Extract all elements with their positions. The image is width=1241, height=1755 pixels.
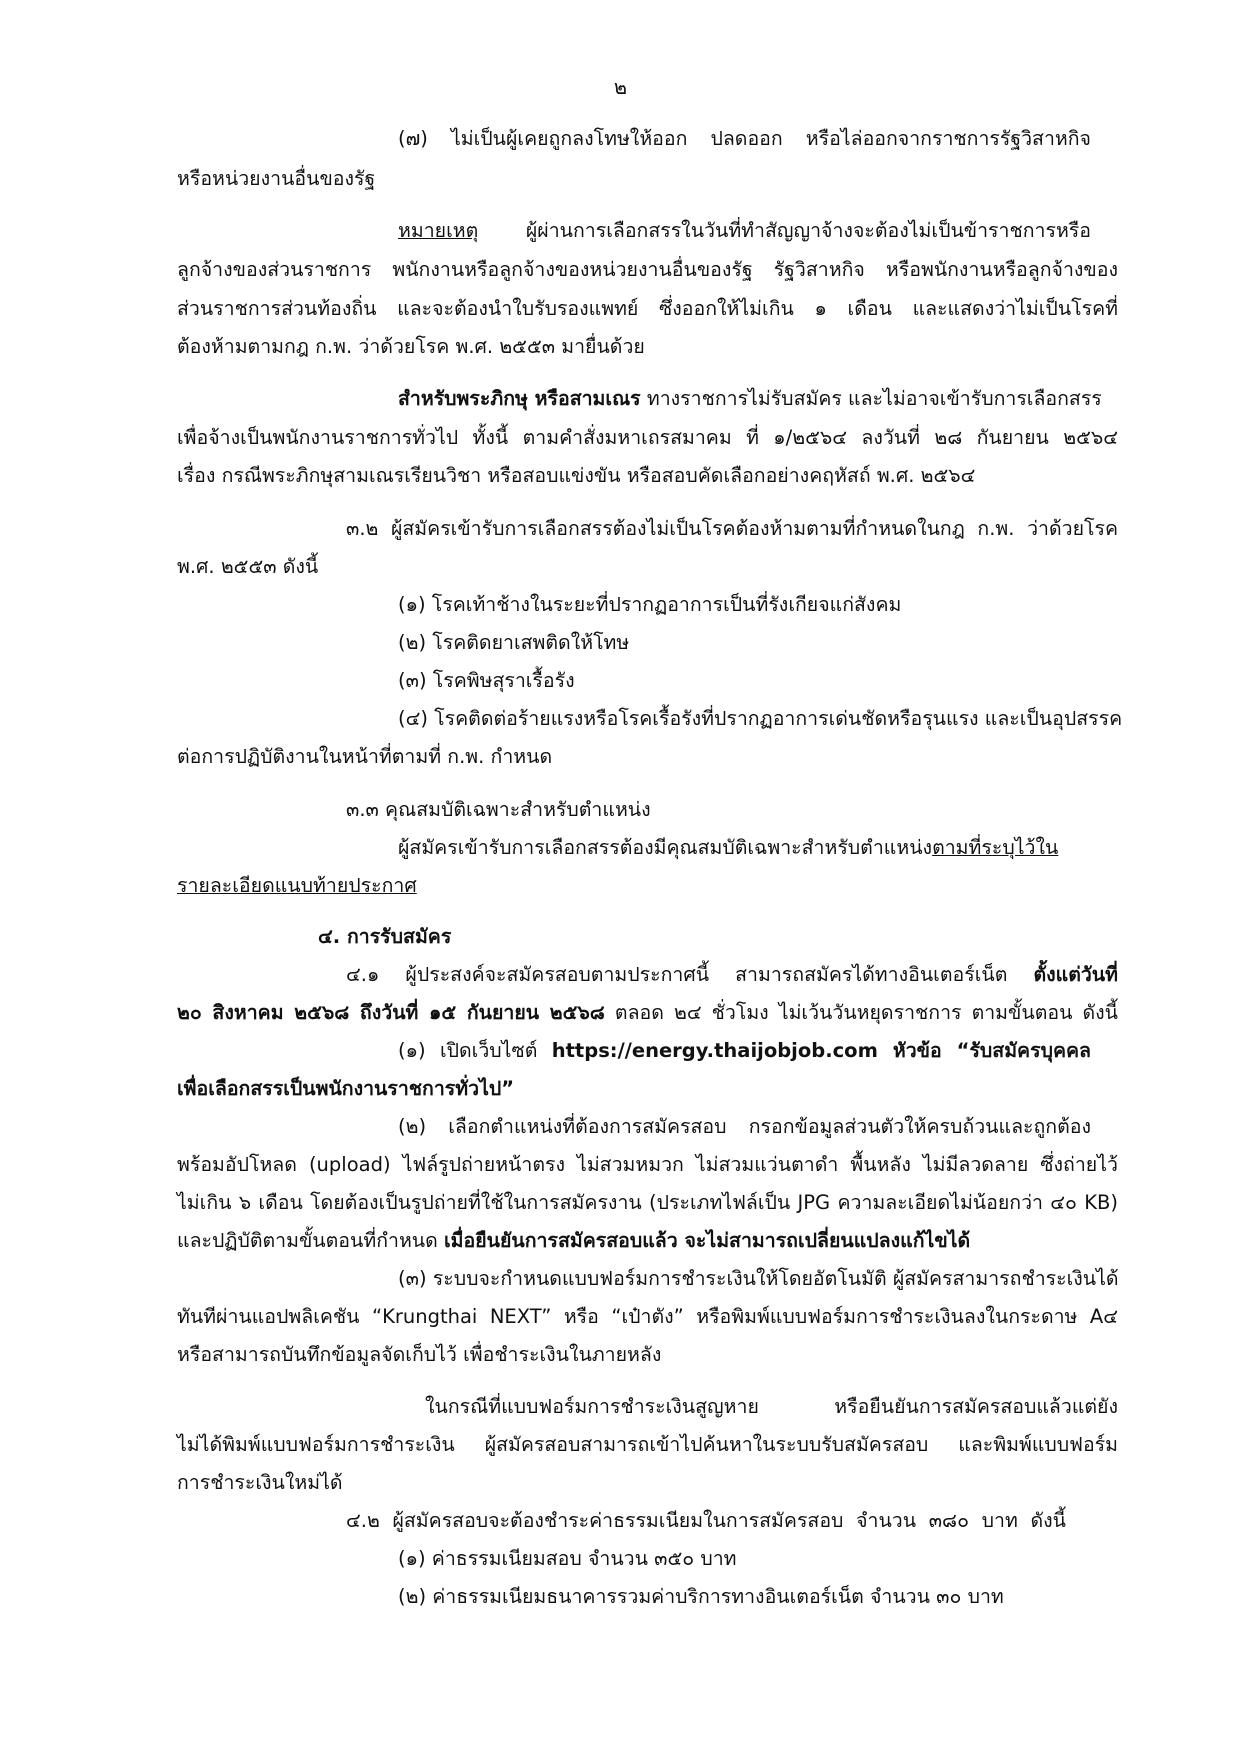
step-3-line3: หรือสามารถบันทึกข้อมูลจัดเก็บไว้ เพื่อชำระเงินในภายหลัง [177, 1343, 662, 1366]
section-4-heading: ๔. การรับสมัคร [318, 925, 452, 948]
remark-line1 [398, 216, 1091, 246]
disease-item-2: (๒) โรคติดยาเสพติดให้โทษ [398, 631, 630, 654]
step-3-line2: ทันทีผ่านแอปพลิเคชัน “Krungthai NEXT” หรือ “เป๋าตัง” หรือพิมพ์แบบฟอร์มการชำระเงินลงในกระดาษ A๔ [177, 1305, 1118, 1328]
monks-line1 [398, 384, 1102, 414]
disease-item-4-line2: ต่อการปฏิบัติงานในหน้าที่ตามที่ ก.พ. กำหนด [177, 745, 553, 768]
application-period: ๒๐ สิงหาคม ๒๕๖๘ ถึงวันที่ ๑๕ กันยายน ๒๕๖๘ [177, 1001, 605, 1024]
section-4-1-line2 [177, 998, 1118, 1028]
remark-label: หมายเหตุ [398, 219, 479, 242]
step-2-line4-text: และปฏิบัติตามขั้นตอนที่กำหนด [177, 1229, 444, 1252]
section-4-1-line2-text: ตลอด ๒๔ ชั่วโมง ไม่เว้นวันหยุดราชการ ตามขั้นตอน ดังนี้ [604, 1001, 1118, 1024]
disease-item-4: (๔) โรคติดต่อร้ายแรงหรือโรคเรื้อรังที่ปรากฏอาการเด่นชัดหรือรุนแรง และเป็นอุปสรรค [398, 707, 1123, 730]
lost-form-line3: การชำระเงินใหม่ได้ [177, 1471, 343, 1494]
step-2-line2: พร้อมอัปโหลด (upload) ไฟล์รูปถ่ายหน้าตรง ไม่สวมหมวก ไม่สวมแว่นตาดำ พื้นหลัง ไม่มีลวดลาย ซึ่งถ่ายไว้ [177, 1153, 1118, 1176]
section-4-1-text: ๔.๑ ผู้ประสงค์จะสมัครสอบตามประกาศนี้ สามารถสมัครได้ทางอินเตอร์เน็ต [346, 963, 1034, 986]
step-1-line2: เพื่อเลือกสรรเป็นพนักงานราชการทั่วไป” [177, 1077, 515, 1100]
fee-item-2: (๒) ค่าธรรมเนียมธนาคารรวมค่าบริการทางอินเตอร์เน็ต จำนวน ๓๐ บาท [398, 1585, 1004, 1608]
disease-item-1: (๑) โรคเท้าช้างในระยะที่ปรากฏอาการเป็นที่รังเกียจแก่สังคม [398, 593, 902, 616]
step-1-line1 [398, 1036, 1091, 1066]
disease-item-3: (๓) โรคพิษสุราเรื้อรัง [398, 669, 575, 692]
remark-line1-text: ผู้ผ่านการเลือกสรรในวันที่ทำสัญญาจ้างจะต้องไม่เป็นข้าราชการหรือ [478, 219, 1091, 242]
step-2-warning: เมื่อยืนยันการสมัครสอบแล้ว จะไม่สามารถเปลี่ยนแปลงแก้ไขได้ [444, 1229, 971, 1252]
section-4-1-bold: ตั้งแต่วันที่ [1033, 963, 1118, 986]
step-2-line4 [177, 1226, 970, 1256]
step-2-line3: ไม่เกิน ๖ เดือน โดยต้องเป็นรูปถ่ายที่ใช้ในการสมัครงาน (ประเภทไฟล์เป็น JPG ความละเอียดไม่น้อยกว่า ๔๐ KB) [177, 1191, 1118, 1214]
step-2-line1: (๒) เลือกตำแหน่งที่ต้องการสมัครสอบ กรอกข้อมูลส่วนตัวให้ครบถ้วนและถูกต้อง [398, 1115, 1091, 1138]
section-3-3-heading: ๓.๓ คุณสมบัติเฉพาะสำหรับตำแหน่ง [346, 798, 651, 821]
section-3-3-line2: รายละเอียดแนบท้ายประกาศ [177, 874, 417, 897]
monks-heading: สำหรับพระภิกษุ หรือสามเณร [398, 387, 641, 410]
section-3-3-text: ผู้สมัครเข้ารับการเลือกสรรต้องมีคุณสมบัติเฉพาะสำหรับตำแหน่ง [398, 836, 933, 859]
step-1-text: (๑) เปิดเว็บไซต์ [398, 1039, 552, 1062]
monks-line3: เรื่อง กรณีพระภิกษุสามเณรเรียนวิชา หรือสอบแข่งขัน หรือสอบคัดเลือกอย่างคฤหัสถ์ พ.ศ. ๒๕๖๔ [177, 464, 976, 487]
remark-line2: ลูกจ้างของส่วนราชการ พนักงานหรือลูกจ้างของหน่วยงานอื่นของรัฐ รัฐวิสาหกิจ หรือพนักงานหรือลูกจ้างของ [177, 258, 1118, 281]
lost-form-line1: ในกรณีที่แบบฟอร์มการชำระเงินสูญหาย หรือยืนยันการสมัครสอบแล้วแต่ยัง [425, 1395, 1118, 1418]
monks-line1-text: ทางราชการไม่รับสมัคร และไม่อาจเข้ารับการเลือกสรร [640, 387, 1102, 410]
remark-line4: ต้องห้ามตามกฎ ก.พ. ว่าด้วยโรค พ.ศ. ๒๕๕๓ มายื่นด้วย [177, 335, 645, 358]
lost-form-line2: ไม่ได้พิมพ์แบบฟอร์มการชำระเงิน ผู้สมัครสอบสามารถเข้าไปค้นหาในระบบรับสมัครสอบ และพิมพ์แบบฟอร์ม [177, 1433, 1118, 1456]
page-number: ๒ [613, 75, 628, 99]
section-4-1-line1 [346, 960, 1118, 990]
section-3-2-line2: พ.ศ. ๒๕๕๓ ดังนี้ [177, 555, 319, 578]
fee-item-1: (๑) ค่าธรรมเนียมสอบ จำนวน ๓๕๐ บาท [398, 1547, 737, 1570]
section-4-2-line1: ๔.๒ ผู้สมัครสอบจะต้องชำระค่าธรรมเนียมในการสมัครสอบ จำนวน ๓๘๐ บาท ดังนี้ [346, 1509, 1066, 1532]
section-3-2-line1: ๓.๒ ผู้สมัครเข้ารับการเลือกสรรต้องไม่เป็นโรคต้องห้ามตามที่กำหนดในกฎ ก.พ. ว่าด้วยโรค [346, 517, 1118, 540]
section-3-3-line1 [398, 833, 1091, 863]
monks-line2: เพื่อจ้างเป็นพนักงานราชการทั่วไป ทั้งนี้ ตามคำสั่งมหาเถรสมาคม ที่ ๑/๒๕๖๔ ลงวันที่ ๒๘ กันยายน ๒๕๖๔ [177, 426, 1118, 449]
website-link: https://energy.thaijobjob.com หัวข้อ “รับสมัครบุคคล [551, 1039, 1091, 1062]
step-3-line1: (๓) ระบบจะกำหนดแบบฟอร์มการชำระเงินให้โดยอัตโนมัติ ผู้สมัครสามารถชำระเงินได้ [398, 1267, 1119, 1290]
remark-line3: ส่วนราชการส่วนท้องถิ่น และจะต้องนำใบรับรองแพทย์ ซึ่งออกให้ไม่เกิน ๑ เดือน และแสดงว่าไม่เป็นโรคที่ [177, 297, 1118, 320]
qualification-7-line1: (๗) ไม่เป็นผู้เคยถูกลงโทษให้ออก ปลดออก หรือไล่ออกจากราชการรัฐวิสาหกิจ [398, 127, 1091, 150]
qualification-7-line2: หรือหน่วยงานอื่นของรัฐ [177, 167, 376, 190]
section-3-3-underlined: ตามที่ระบุไว้ใน [932, 836, 1059, 859]
